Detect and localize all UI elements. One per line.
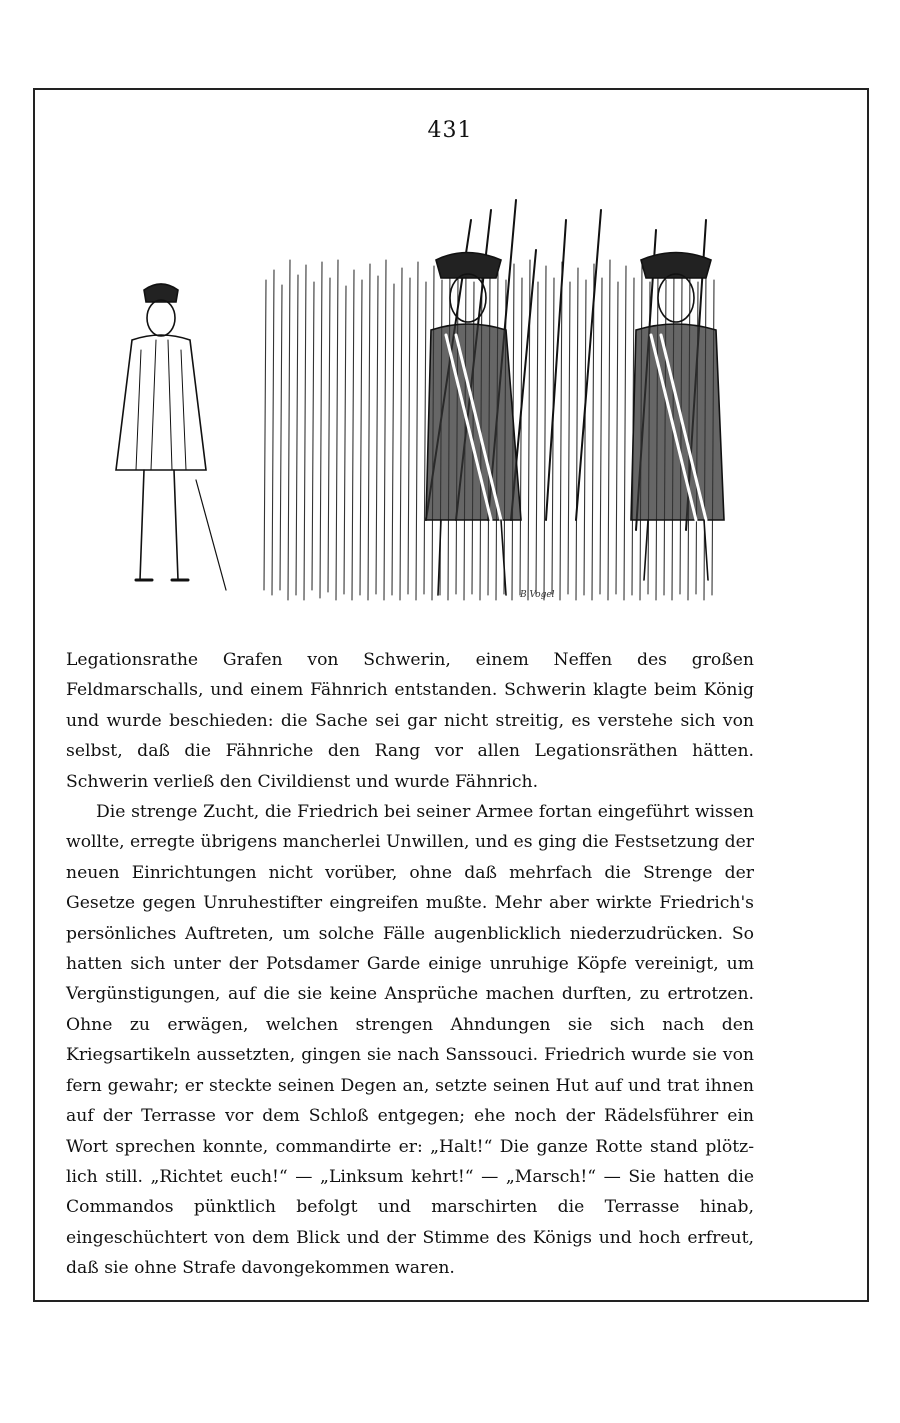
illustration-signature: B.Vogel: [520, 590, 555, 600]
paragraph-2: Die strenge Zucht, die Friedrich bei seiner Armee fortan eingeführt wissen wollte, erregte übrigens mancherlei Unwillen, und es ging die Festsetzung der neuen Einrichtungen nicht vorüber, ohne daß mehrfach die Strenge der Gesetze gegen Unruhestifter eingreifen mußte. Mehr aber wirkte Friedrich's persönliches Auftreten, um solche Fälle augenblicklich niederzudrücken. So hatten sich unter der Potsdamer Garde einige unruhige Köpfe vereinigt, um Vergünstigungen, auf die sie keine Ansprüche machen durften, zu ertrotzen. Ohne zu erwägen, welchen strengen Ahndungen sie sich nach den Kriegsartikeln aussetzten, gingen sie nach Sanssouci. Friedrich wurde sie von fern gewahr; er steckte seinen Degen an, setzte seinen Hut auf und trat ihnen auf der Terrasse vor dem Schloß entgegen; ehe noch der Rädelsführer ein Wort sprechen konnte, commandirte er: „Halt!“ Die ganze Rotte stand plötzlich still. „Richtet euch!“ — „Linksum kehrt!“ — „Marsch!“ — Sie hatten die Commandos pünktlich befolgt und marschirten die Terrasse hinab, eingeschüchtert von dem Blick und der Stimme des Königs und hoch erfreut, daß sie ohne Strafe davongekommen waren.: [66, 802, 755, 1279]
soldiers-engraving-icon: [96, 190, 736, 620]
body-text: [66, 645, 754, 1284]
page-number: 431: [427, 118, 473, 143]
paragraph-1: Legationsrathe Grafen von Schwerin, einem Neffen des großen Feldmarschalls, und einem Fähnrich entstanden. Schwerin klagte beim König und wurde beschieden: die Sache sei gar nicht streitig, es verstehe sich von selbst, daß die Fähnriche den Rang vor allen Legationsräthen hätten. Schwerin verließ den Civildienst und wurde Fähnrich.: [66, 650, 754, 792]
